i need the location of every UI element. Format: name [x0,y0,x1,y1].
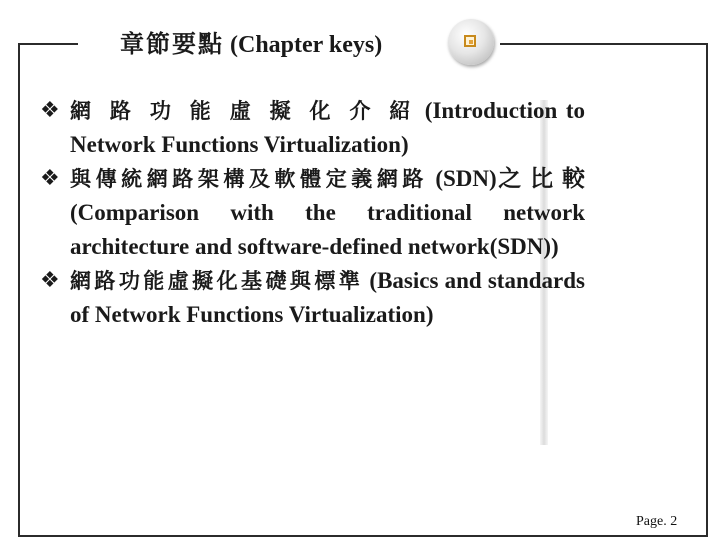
bullet-chinese: 網路功能虛擬化基礎與標準 [70,269,364,293]
bullet-list [40,94,585,332]
bullet-chinese: 與傳統網路架構及軟體定義網路 [70,167,428,191]
bullet-english: (SDN)之 比 較 (Comparison with the traditional network architecture and software-defined network(SDN)) [70,166,585,259]
list-item [40,162,585,264]
slide-title [120,24,382,59]
list-item [40,264,585,332]
bullet-english: (Introduction to Network Functions Virtualization) [70,98,585,157]
diamond-bullet-icon: ❖ [40,268,60,293]
logo-icon [448,19,494,65]
page-number: Page. 2 [636,514,678,529]
bullet-chinese: 網 路 功 能 虛 擬 化 介 紹 [70,99,417,123]
list-item [40,94,585,162]
title-english: (Chapter keys) [230,32,383,58]
title-chinese: 章節要點 [120,30,224,58]
bullet-english: (Basics and standards of Network Functions Virtualization) [70,268,586,327]
logo-square-icon [464,35,476,47]
diamond-bullet-icon: ❖ [40,166,60,191]
diamond-bullet-icon: ❖ [40,98,60,123]
